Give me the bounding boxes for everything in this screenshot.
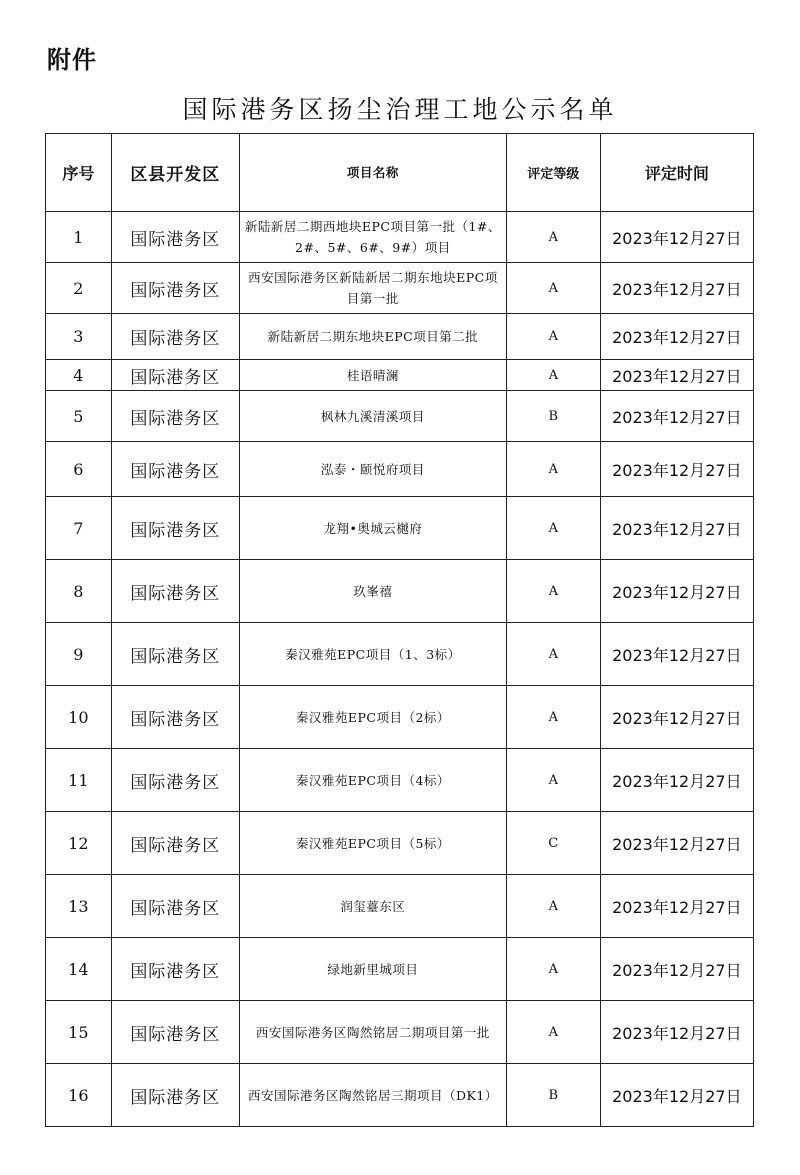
table-row bbox=[46, 360, 754, 391]
row-project-name: 秦汉雅苑EPC项目（4标） bbox=[239, 749, 506, 812]
table-row bbox=[46, 686, 754, 749]
row-date: 2023年12月27日 bbox=[600, 497, 753, 560]
row-project-name: 枫林九溪清溪项目 bbox=[239, 391, 506, 442]
row-district: 国际港务区 bbox=[111, 938, 239, 1001]
row-district: 国际港务区 bbox=[111, 812, 239, 875]
table-row bbox=[46, 442, 754, 497]
table-header-row bbox=[46, 134, 754, 212]
row-project-name: 新陆新居二期东地块EPC项目第二批 bbox=[239, 314, 506, 360]
row-date: 2023年12月27日 bbox=[600, 442, 753, 497]
row-date: 2023年12月27日 bbox=[600, 686, 753, 749]
row-district: 国际港务区 bbox=[111, 263, 239, 314]
row-grade: A bbox=[506, 314, 600, 360]
row-date: 2023年12月27日 bbox=[600, 314, 753, 360]
row-seq: 9 bbox=[46, 623, 112, 686]
row-seq: 6 bbox=[46, 442, 112, 497]
attachment-label: 附件 bbox=[47, 46, 97, 74]
row-seq: 16 bbox=[46, 1064, 112, 1127]
table-row bbox=[46, 212, 754, 263]
row-date: 2023年12月27日 bbox=[600, 749, 753, 812]
row-seq: 15 bbox=[46, 1001, 112, 1064]
row-project-name: 秦汉雅苑EPC项目（1、3标） bbox=[239, 623, 506, 686]
row-project-name: 秦汉雅苑EPC项目（2标） bbox=[239, 686, 506, 749]
row-district: 国际港务区 bbox=[111, 442, 239, 497]
row-seq: 3 bbox=[46, 314, 112, 360]
row-grade: A bbox=[506, 686, 600, 749]
row-project-name: 西安国际港务区陶然铭居三期项目（DK1） bbox=[239, 1064, 506, 1127]
row-project-name: 玖峯禧 bbox=[239, 560, 506, 623]
table-row bbox=[46, 938, 754, 1001]
row-project-name: 桂语晴澜 bbox=[239, 360, 506, 391]
row-seq: 8 bbox=[46, 560, 112, 623]
row-grade: C bbox=[506, 812, 600, 875]
table-row bbox=[46, 812, 754, 875]
row-project-name: 龙翔•奥城云樾府 bbox=[239, 497, 506, 560]
row-project-name: 秦汉雅苑EPC项目（5标） bbox=[239, 812, 506, 875]
project-table bbox=[45, 133, 754, 1127]
table-row bbox=[46, 314, 754, 360]
row-grade: A bbox=[506, 212, 600, 263]
row-grade: A bbox=[506, 938, 600, 1001]
row-grade: B bbox=[506, 1064, 600, 1127]
row-grade: A bbox=[506, 875, 600, 938]
row-district: 国际港务区 bbox=[111, 560, 239, 623]
row-grade: A bbox=[506, 442, 600, 497]
table-row bbox=[46, 1064, 754, 1127]
row-district: 国际港务区 bbox=[111, 314, 239, 360]
row-district: 国际港务区 bbox=[111, 686, 239, 749]
table-row bbox=[46, 497, 754, 560]
table-row bbox=[46, 560, 754, 623]
row-district: 国际港务区 bbox=[111, 749, 239, 812]
page-title: 国际港务区扬尘治理工地公示名单 bbox=[182, 95, 618, 124]
row-date: 2023年12月27日 bbox=[600, 1064, 753, 1127]
row-grade: A bbox=[506, 749, 600, 812]
row-date: 2023年12月27日 bbox=[600, 560, 753, 623]
row-grade: A bbox=[506, 263, 600, 314]
row-project-name: 西安国际港务区陶然铭居二期项目第一批 bbox=[239, 1001, 506, 1064]
row-seq: 12 bbox=[46, 812, 112, 875]
row-grade: A bbox=[506, 560, 600, 623]
table-row bbox=[46, 749, 754, 812]
row-project-name: 润玺薹东区 bbox=[239, 875, 506, 938]
row-date: 2023年12月27日 bbox=[600, 875, 753, 938]
row-district: 国际港务区 bbox=[111, 212, 239, 263]
row-seq: 4 bbox=[46, 360, 112, 391]
row-project-name: 绿地新里城项目 bbox=[239, 938, 506, 1001]
header-date: 评定时间 bbox=[600, 134, 753, 212]
row-grade: A bbox=[506, 360, 600, 391]
table-row bbox=[46, 875, 754, 938]
table-row bbox=[46, 1001, 754, 1064]
row-district: 国际港务区 bbox=[111, 1001, 239, 1064]
table-row bbox=[46, 623, 754, 686]
row-date: 2023年12月27日 bbox=[600, 938, 753, 1001]
row-grade: B bbox=[506, 391, 600, 442]
row-seq: 11 bbox=[46, 749, 112, 812]
row-seq: 13 bbox=[46, 875, 112, 938]
header-seq: 序号 bbox=[46, 134, 112, 212]
header-district: 区县开发区 bbox=[111, 134, 239, 212]
row-grade: A bbox=[506, 1001, 600, 1064]
row-district: 国际港务区 bbox=[111, 391, 239, 442]
row-seq: 5 bbox=[46, 391, 112, 442]
row-project-name: 西安国际港务区新陆新居二期东地块EPC项目第一批 bbox=[239, 263, 506, 314]
row-seq: 7 bbox=[46, 497, 112, 560]
row-project-name: 新陆新居二期西地块EPC项目第一批（1#、2#、5#、6#、9#）项目 bbox=[239, 212, 506, 263]
row-date: 2023年12月27日 bbox=[600, 391, 753, 442]
row-district: 国际港务区 bbox=[111, 1064, 239, 1127]
row-date: 2023年12月27日 bbox=[600, 360, 753, 391]
row-district: 国际港务区 bbox=[111, 497, 239, 560]
row-project-name: 泓泰・颐悦府项目 bbox=[239, 442, 506, 497]
row-date: 2023年12月27日 bbox=[600, 1001, 753, 1064]
row-seq: 10 bbox=[46, 686, 112, 749]
table-row bbox=[46, 391, 754, 442]
header-grade: 评定等级 bbox=[506, 134, 600, 212]
row-date: 2023年12月27日 bbox=[600, 263, 753, 314]
row-date: 2023年12月27日 bbox=[600, 812, 753, 875]
row-date: 2023年12月27日 bbox=[600, 623, 753, 686]
row-district: 国际港务区 bbox=[111, 360, 239, 391]
row-seq: 14 bbox=[46, 938, 112, 1001]
row-seq: 1 bbox=[46, 212, 112, 263]
header-project: 项目名称 bbox=[239, 134, 506, 212]
row-grade: A bbox=[506, 623, 600, 686]
row-district: 国际港务区 bbox=[111, 623, 239, 686]
row-seq: 2 bbox=[46, 263, 112, 314]
table-row bbox=[46, 263, 754, 314]
row-date: 2023年12月27日 bbox=[600, 212, 753, 263]
row-district: 国际港务区 bbox=[111, 875, 239, 938]
row-grade: A bbox=[506, 497, 600, 560]
